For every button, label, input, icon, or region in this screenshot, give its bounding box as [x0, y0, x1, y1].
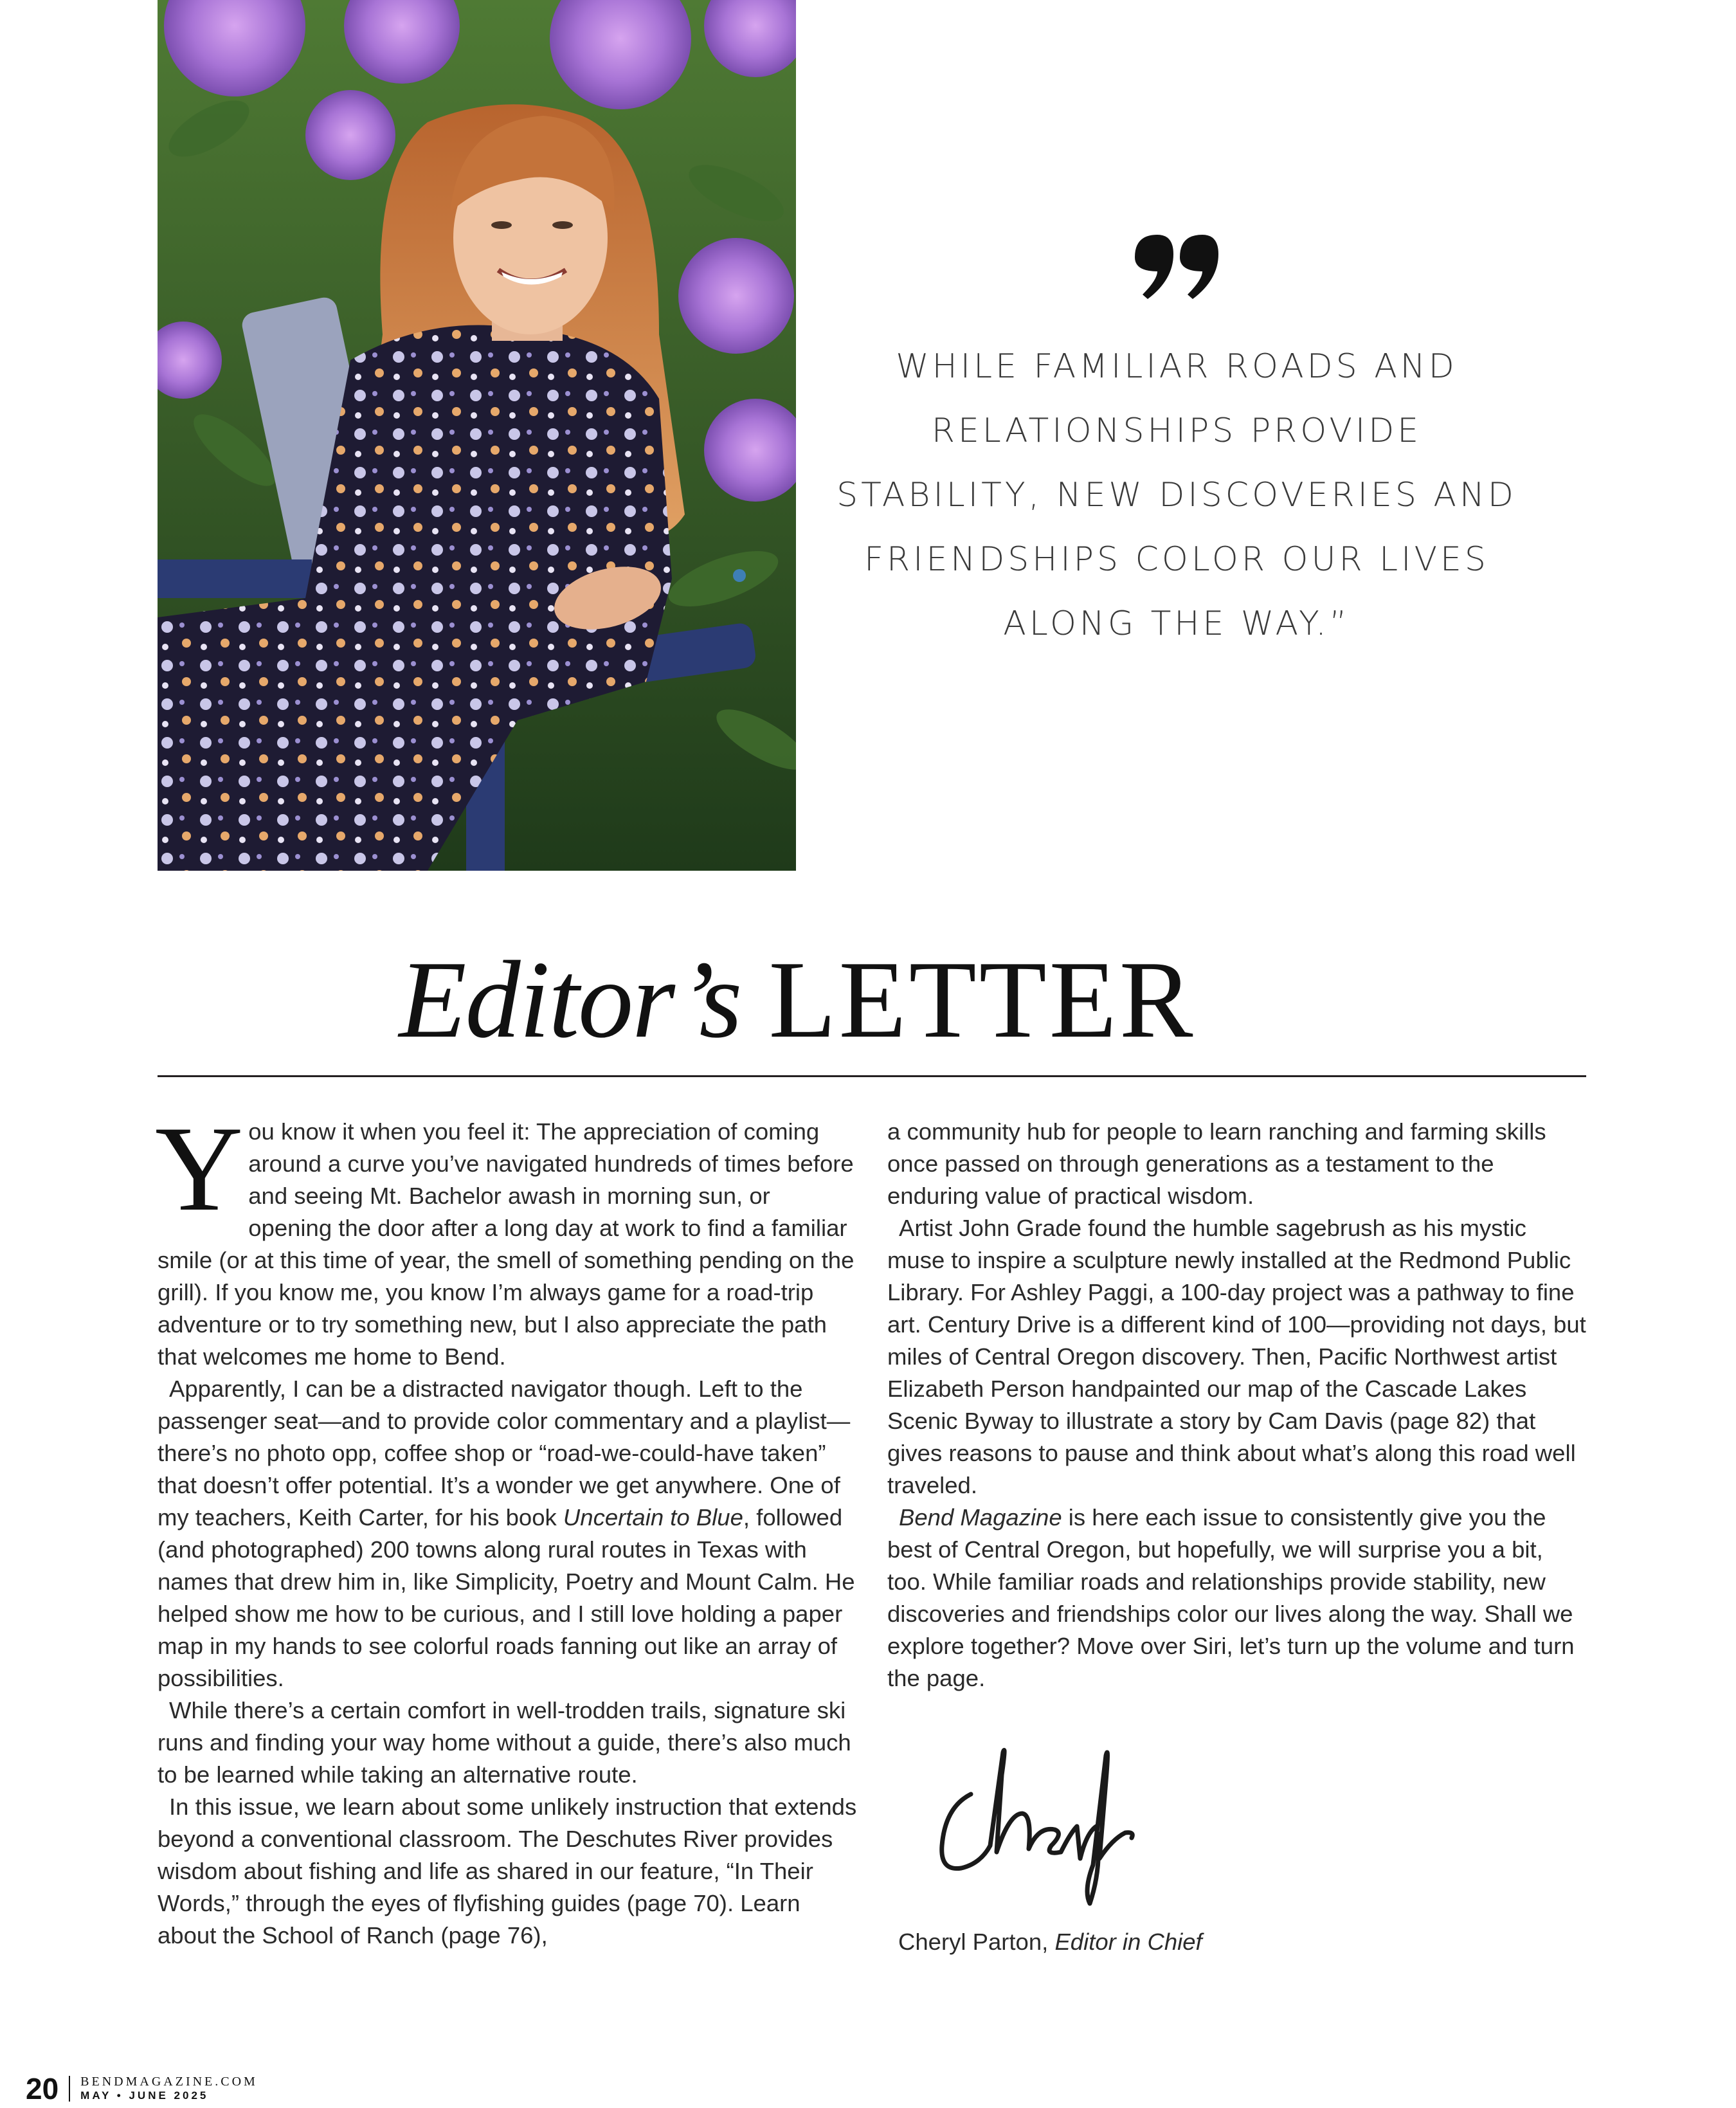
footer-site: BENDMAGAZINE.COM — [80, 2075, 258, 2089]
pull-quote-line: STABILITY, NEW DISCOVERIES AND — [836, 476, 1517, 514]
editor-name: Cheryl Parton, — [898, 1929, 1055, 1955]
page-number: 20 — [26, 2072, 59, 2105]
paragraph-text: Apparently, I can be a distracted navigator though. Left to the passenger seat—and to provide color commentary and a playlist—there’s no photo opp, coffee shop or “road-we-could-have taken” that doesn’t offer potential. It’s a wonder we get anywhere. One of my teachers, Keith Carter, for his book — [158, 1376, 851, 1531]
pull-quote-line: ALONG THE WAY.” — [1003, 604, 1350, 643]
title-divider — [158, 1075, 1586, 1077]
paragraph — [155, 1102, 857, 1373]
paragraph — [158, 1373, 857, 1695]
paragraph: While there’s a certain comfort in well-trodden trails, signature ski runs and finding your way home without a guide, there’s also much to be learned while taking an alternative route. — [158, 1697, 851, 1788]
page-title — [0, 936, 1595, 1064]
pull-quote-line: FRIENDSHIPS COLOR OUR LIVES — [864, 540, 1489, 579]
paragraph: a community hub for people to learn ranching and farming skills once passed on through generations as a testament to the enduring value of practical wisdom. — [887, 1118, 1546, 1209]
magazine-name: Bend Magazine — [899, 1504, 1062, 1531]
signature-caption — [898, 1926, 1202, 1958]
drop-cap: Y — [155, 1102, 244, 1237]
paragraph: In this issue, we learn about some unlikely instruction that extends beyond a conventional classroom. The Deschutes River provides wisdom about fishing and life as shared in our feature, “In Their Words,” through the eyes of flyfishing guides (page 70). Learn about the School of Ranch (page 76), — [158, 1794, 857, 1949]
footer-divider — [69, 2076, 70, 2102]
quotation-mark-icon — [1128, 232, 1225, 302]
paragraph — [887, 1502, 1588, 1695]
paragraph-text: is here each issue to consistently give you the best of Central Oregon, but hopefully, we will surprise you a bit, too. While familiar roads and relationships provide stability, new discoveries and friendships color our lives along the way. Shall we explore together? Move over Siri, let’s turn up the volume and turn the page. — [887, 1504, 1575, 1691]
handwritten-signature — [926, 1736, 1144, 1910]
title-italic-word: Editor’s — [399, 939, 741, 1061]
footer-info — [80, 2075, 258, 2103]
paragraph-text: ou know it when you feel it: The appreciation of coming around a curve you’ve navigated hundreds of times before and seeing Mt. Bachelor awash in morning sun, or opening the door after a long day at work to find a familiar smile (or at this time of year, the smell of something pending on the grill). If you know me, you know I’m always game for a road-trip adventure or to try something new, but I also appreciate the path that welcomes me home to Bend. — [158, 1118, 854, 1370]
pull-quote — [836, 232, 1517, 656]
footer-issue: MAY • JUNE 2025 — [80, 2089, 209, 2102]
letter-column-right — [887, 1116, 1588, 1695]
page-footer — [26, 2069, 258, 2108]
editor-portrait-illustration — [158, 0, 796, 871]
letter-column-left — [155, 1102, 857, 1952]
pull-quote-line: WHILE FAMILIAR ROADS AND — [896, 347, 1458, 386]
editor-photo — [158, 0, 796, 871]
pull-quote-line: RELATIONSHIPS PROVIDE — [931, 412, 1422, 450]
paragraph-text: , followed (and photographed) 200 towns along rural routes in Texas with names that drew him in, like Simplicity, Poetry and Mount Calm. He helped show me how to be curious, and I still love holding a paper map in my hands to see colorful roads fanning out like an array of possibilities. — [158, 1504, 855, 1691]
pull-quote-text — [836, 334, 1517, 656]
paragraph: Artist John Grade found the humble sagebrush as his mystic muse to inspire a sculpture newly installed at the Redmond Public Library. For Ashley Paggi, a 100-day project was a pathway to fine art. Century Drive is a different kind of 100—providing not days, but miles of Central Oregon discovery. Then, Pacific Northwest artist Elizabeth Person handpainted our map of the Cascade Lakes Scenic Byway to illustrate a story by Cam Davis (page 82) that gives reasons to pause and think about what’s along this road well traveled. — [887, 1215, 1586, 1498]
title-caps-word: LETTER — [768, 939, 1196, 1061]
editor-role: Editor in Chief — [1054, 1929, 1202, 1955]
book-title: Uncertain to Blue — [563, 1504, 743, 1531]
